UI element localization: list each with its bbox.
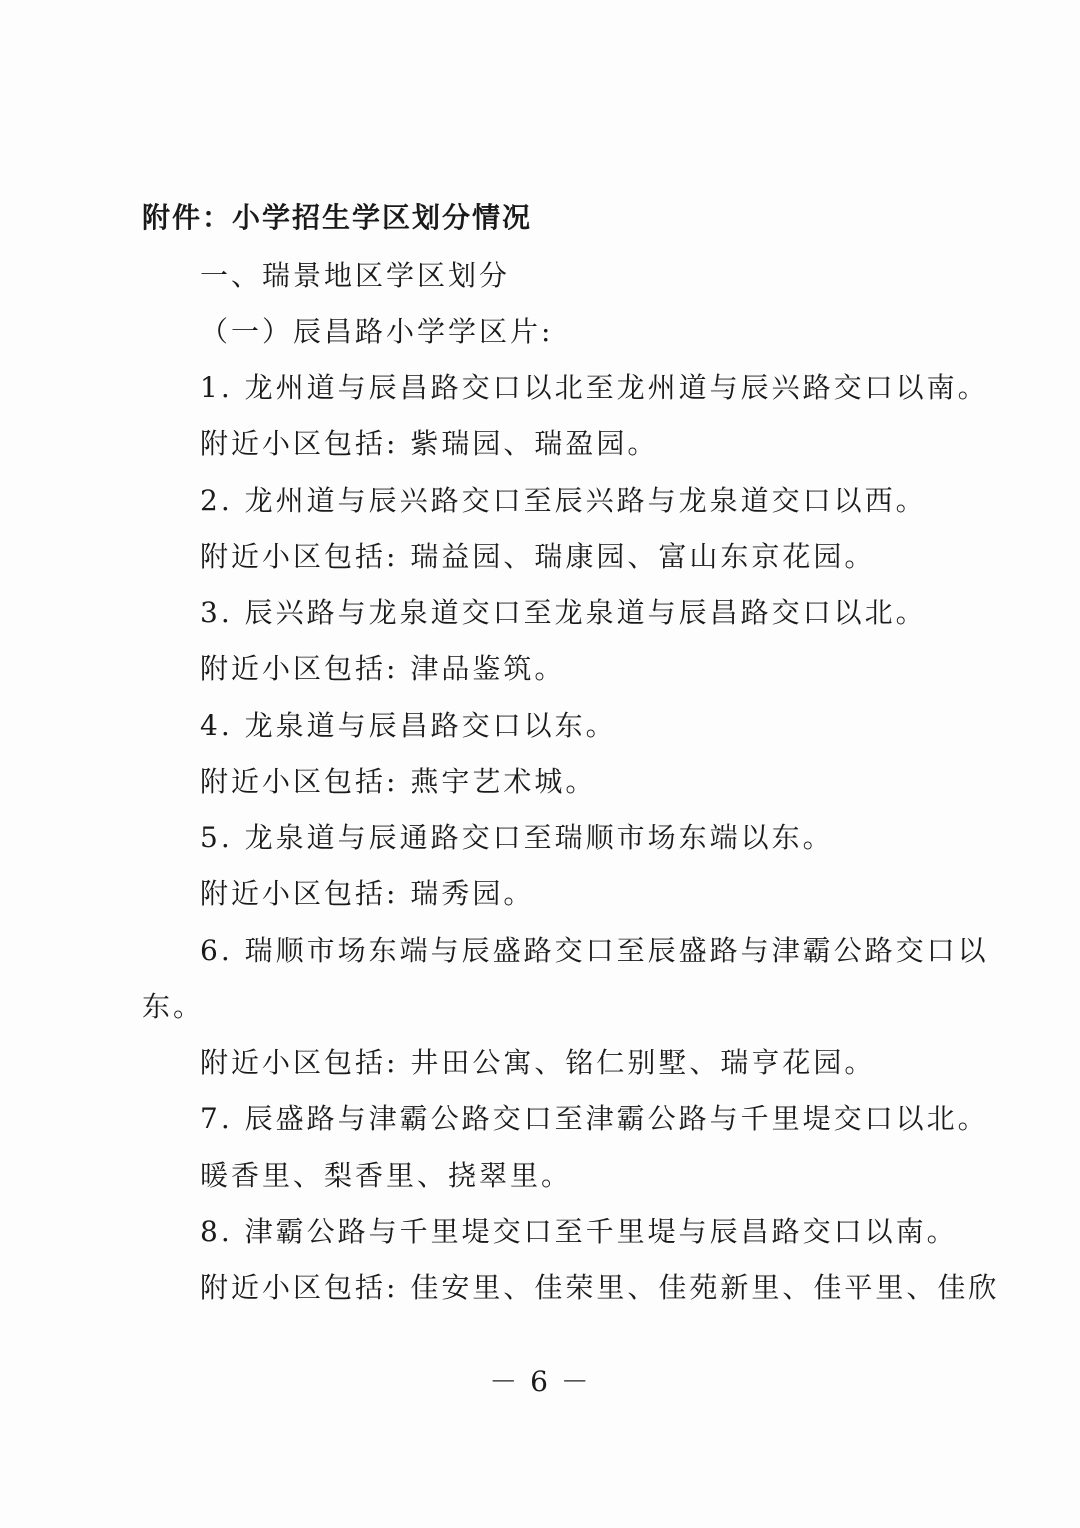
paragraph-item-8: 8. 津霸公路与千里堤交口至千里堤与辰昌路交口以南。 — [200, 1215, 958, 1248]
paragraph-communities-1: 附近小区包括: 紫瑞园、瑞盈园。 — [200, 427, 659, 460]
paragraph-communities-3: 附近小区包括: 津品鉴筑。 — [200, 652, 566, 685]
paragraph-communities-4: 附近小区包括: 燕宇艺术城。 — [200, 765, 597, 798]
paragraph-communities-8: 附近小区包括: 佳安里、佳荣里、佳苑新里、佳平里、佳欣 — [200, 1271, 1000, 1304]
paragraph-item-2: 2. 龙州道与辰兴路交口至辰兴路与龙泉道交口以西。 — [200, 484, 927, 517]
page-number: － 6 － — [489, 1365, 591, 1398]
paragraph-item-6: 6. 瑞顺市场东端与辰盛路交口至辰盛路与津霸公路交口以 — [200, 934, 989, 967]
paragraph-item-6-continuation: 东。 — [142, 990, 205, 1023]
paragraph-item-3: 3. 辰兴路与龙泉道交口至龙泉道与辰昌路交口以北。 — [200, 596, 927, 629]
paragraph-communities-5: 附近小区包括: 瑞秀园。 — [200, 877, 535, 910]
paragraph-item-5: 5. 龙泉道与辰通路交口至瑞顺市场东端以东。 — [200, 821, 834, 854]
subsection-heading: （一）辰昌路小学学区片: — [200, 315, 554, 348]
paragraph-communities-6: 附近小区包括: 井田公寓、铭仁别墅、瑞亨花园。 — [200, 1046, 876, 1079]
section-heading: 一、瑞景地区学区划分 — [200, 259, 511, 292]
document-title: 附件：小学招生学区划分情况 — [142, 201, 533, 234]
paragraph-communities-2: 附近小区包括: 瑞益园、瑞康园、富山东京花园。 — [200, 540, 876, 573]
paragraph-item-1: 1. 龙州道与辰昌路交口以北至龙州道与辰兴路交口以南。 — [200, 371, 989, 404]
paragraph-communities-7: 暖香里、梨香里、挠翠里。 — [200, 1159, 573, 1192]
paragraph-item-7: 7. 辰盛路与津霸公路交口至津霸公路与千里堤交口以北。 — [200, 1102, 989, 1135]
paragraph-item-4: 4. 龙泉道与辰昌路交口以东。 — [200, 709, 617, 742]
